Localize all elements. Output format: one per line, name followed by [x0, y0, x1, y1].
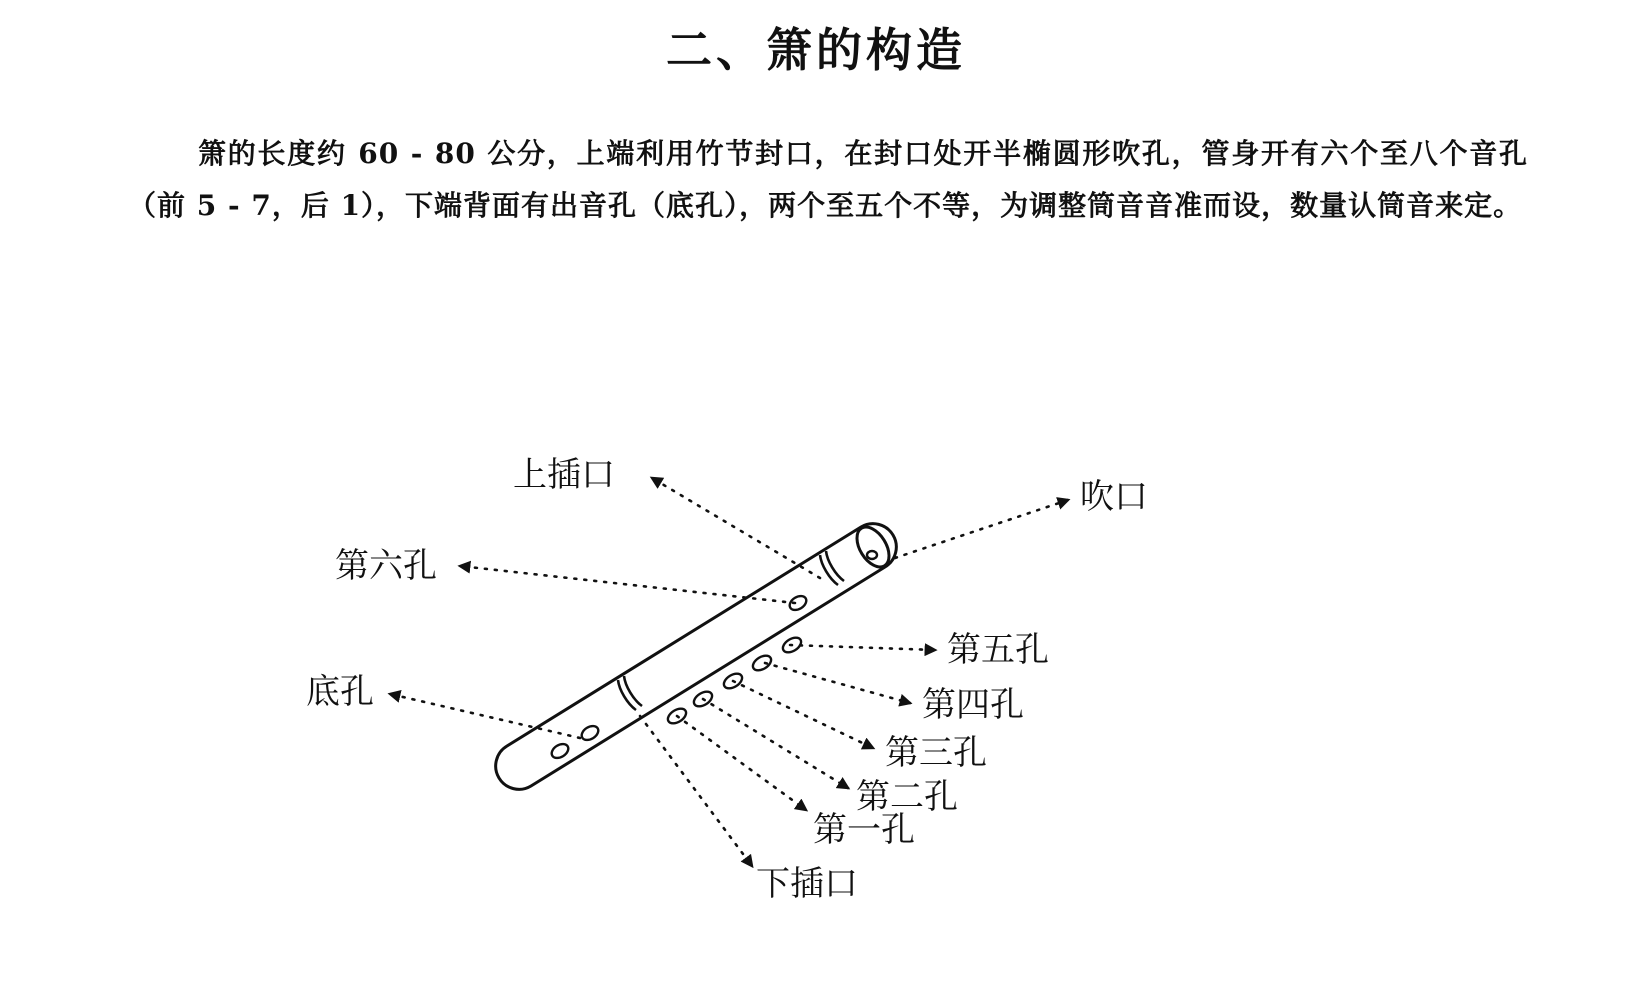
leader-hole-1 [677, 716, 806, 810]
label-bottom-hole: 底孔 [306, 672, 374, 712]
flute-tube [496, 521, 897, 789]
body-paragraph: 箫的长度约 60 - 80 公分，上端利用竹节封口，在封口处开半椭圆形吹孔，管身开有六个至八个音孔（前 5 - 7，后 1），下端背面有出音孔（底孔），两个至五个不等，为调整筒音音准而设，数量认筒音来定。 [128, 137, 1528, 222]
label-hole-4: 第四孔 [922, 685, 1024, 725]
label-blow-hole: 吹口 [1080, 477, 1148, 517]
label-hole-1: 第一孔 [813, 810, 915, 850]
label-hole-3: 第三孔 [885, 733, 987, 773]
leader-hole-5 [790, 645, 935, 650]
section-heading: 二、箫的构造 [666, 23, 966, 77]
hole-4a-mark [750, 653, 773, 674]
leader-lines [390, 478, 1068, 866]
blow-hole-mark [867, 551, 877, 559]
leader-hole-3 [733, 681, 873, 748]
label-hole-2: 第二孔 [856, 777, 958, 817]
label-hole-5: 第五孔 [947, 630, 1049, 670]
leader-upper-joint [652, 478, 820, 578]
leader-hole-2 [703, 699, 848, 788]
label-upper-joint: 上插口 [513, 455, 615, 495]
label-lower-joint: 下插口 [756, 864, 858, 904]
leader-hole-4 [765, 663, 910, 703]
leader-blow-hole [895, 500, 1068, 558]
leader-bottom-hole [390, 694, 580, 738]
label-hole-6: 第六孔 [335, 546, 437, 586]
leader-hole-6 [460, 566, 795, 603]
leader-lower-joint [640, 716, 752, 866]
